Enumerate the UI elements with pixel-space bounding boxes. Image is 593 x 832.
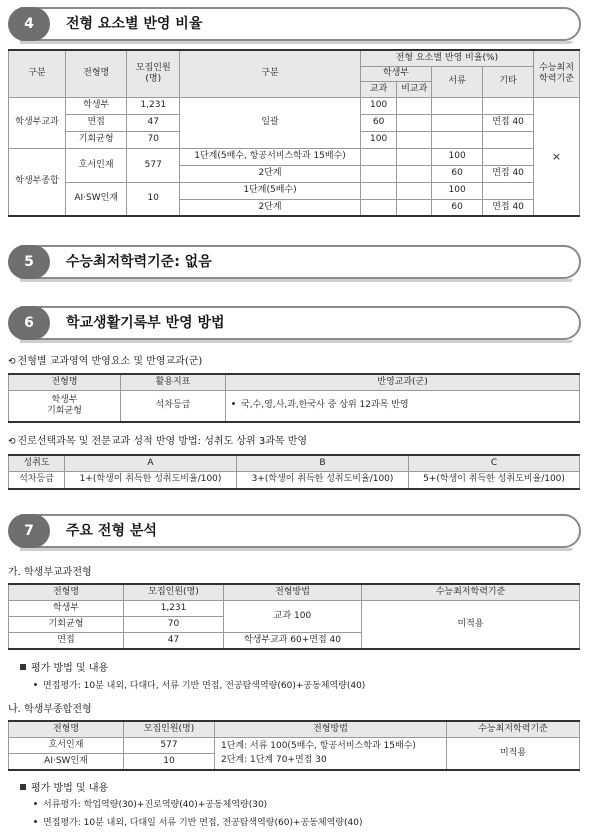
cell-gita [483,131,534,148]
cell-subjects: 국,수,영,사,과,한국사 중 상위 12과목 반영 [226,390,580,422]
header-haksaeng: 학생부 [360,66,431,81]
header-subjects: 반영교과(군) [226,374,580,390]
cell-c: 5+(학생이 취득한 성취도비율/100) [409,471,580,489]
cell-method: 일괄 [180,97,360,148]
cell-name: AI·SW인재 [66,182,127,216]
header-c: C [409,455,580,471]
header-method: 전형방법 [224,584,362,600]
subsection-a-title: 가. 학생부교과전형 [8,567,92,578]
cell-bigyogwa [397,131,432,148]
subheading-1: ⟲ 전형별 교과영역 반영요소 및 반영교과(군) [8,356,203,367]
cell-count: 10 [124,753,215,770]
cell-method: 교과 100 [224,600,362,632]
header-index: 활용지표 [121,374,226,390]
eval-item: 면접평가: 10분 내외, 다대일 서류 기반 면접, 전공탐색역량(60)+공동체역량(40) [26,815,362,828]
cell-name: 학생부 [9,600,124,616]
cell-suneung: 미적용 [447,737,580,770]
section-title: 전형 요소별 반영 비율 [66,16,203,32]
cell-count: 577 [124,737,215,753]
square-bullet-icon [20,784,26,790]
section-4-header [8,7,581,41]
cell-gita: 면접 40 [483,165,534,182]
cell-name: 호서인재 [66,148,127,182]
cell-count: 10 [127,182,180,216]
dot-bullet-icon [34,802,37,805]
table-row [9,148,580,165]
header-seoryu: 서류 [432,66,483,97]
cell-stage: 2단계 [180,199,360,216]
table-row [9,600,580,616]
table-row [9,182,580,199]
section-number: 5 [8,245,50,279]
rotate-arrow-icon: ⟲ [8,357,16,367]
header-method: 전형방법 [215,721,447,737]
cell-name: 기회균형 [66,131,127,148]
dot-bullet-icon [34,683,37,686]
cell-gyogwa [360,182,397,199]
header-count: 모집인원(명) [124,721,215,737]
cell-a: 1+(학생이 취득한 성취도비율/100) [65,471,237,489]
cell-count: 47 [124,632,224,649]
cell-count: 70 [127,131,180,148]
header-name: 전형명 [9,584,124,600]
cell-stage: 2단계 [180,165,360,182]
header-suneung: 수능최저 학력기준 [534,50,580,97]
section-number: 4 [8,7,50,41]
header-count: 모집인원 (명) [127,50,180,97]
table-row [9,97,580,114]
rotate-arrow-icon: ⟲ [8,437,16,447]
cell-gita: 면접 40 [483,199,534,216]
cell-method: 학생부교과 60+면접 40 [224,632,362,649]
cell-count: 70 [124,616,224,632]
jonghap-table [8,720,580,771]
group-label: 학생부종합 [9,148,66,216]
cell-name: 기회균형 [9,616,124,632]
section-number: 6 [8,306,50,340]
cell-label: 석차등급 [9,471,65,489]
header-suneung: 수능최저학력기준 [362,584,580,600]
section-title: 수능최저학력기준: 없음 [66,254,212,270]
cell-seoryu [432,131,483,148]
cell-b: 3+(학생이 취득한 성취도비율/100) [237,471,409,489]
achievement-table [8,454,580,490]
cell-name: 호서인재 [9,737,124,753]
cell-bigyogwa [397,114,432,131]
header-name: 전형명 [66,50,127,97]
cell-suneung: × [534,97,580,216]
cell-name: 면접 [9,632,124,649]
section-7-header [8,514,581,548]
cell-count: 577 [127,148,180,182]
cell-gita [483,148,534,165]
group-label: 학생부교과 [9,97,66,148]
cell-suneung: 미적용 [362,600,580,649]
ratio-table [8,49,580,217]
header-gita: 기타 [483,66,534,97]
header-gubun: 구분 [9,50,66,97]
cell-count: 47 [127,114,180,131]
gyogwa-table [8,583,580,650]
cell-seoryu: 60 [432,199,483,216]
cell-gyogwa: 60 [360,114,397,131]
header-suneung: 수능최저학력기준 [447,721,580,737]
cell-bigyogwa [397,199,432,216]
cell-gyogwa: 100 [360,131,397,148]
cell-seoryu: 100 [432,182,483,199]
cell-stage: 1단계(5배수, 항공서비스학과 15배수) [180,148,360,165]
cell-count: 1,231 [127,97,180,114]
cell-count: 1,231 [124,600,224,616]
table-row [9,737,580,753]
cell-gita [483,97,534,114]
section-title: 학교생활기록부 반영 방법 [66,315,225,331]
square-bullet-icon [20,664,26,670]
cell-gita [483,182,534,199]
cell-gyogwa [360,165,397,182]
cell-seoryu: 100 [432,148,483,165]
header-name: 전형명 [9,374,121,390]
dot-bullet-icon [34,820,37,823]
header-count: 모집인원(명) [124,584,224,600]
cell-name: 학생부 기회균형 [9,390,121,422]
table-row [9,390,580,422]
cell-bigyogwa [397,148,432,165]
cell-name: 학생부 [66,97,127,114]
header-gubun2: 구분 [180,50,360,97]
cell-gyogwa: 100 [360,97,397,114]
header-b: B [237,455,409,471]
eval-heading-a: 평가 방법 및 내용 [20,659,108,674]
header-achievement: 성취도 [9,455,65,471]
cell-gyogwa [360,199,397,216]
table-row [9,471,580,489]
cell-bigyogwa [397,97,432,114]
cell-seoryu [432,114,483,131]
cell-seoryu: 60 [432,165,483,182]
header-name: 전형명 [9,721,124,737]
section-number: 7 [8,514,50,548]
subsection-b-title: 나. 학생부종합전형 [8,704,92,715]
cell-name: AI·SW인재 [9,753,124,770]
section-6-header [8,306,581,340]
cell-name: 면접 [66,114,127,131]
cell-gyogwa [360,148,397,165]
header-bigyogwa: 비교과 [397,81,432,97]
cell-bigyogwa [397,182,432,199]
cell-stage: 1단계(5배수) [180,182,360,199]
eval-heading-b: 평가 방법 및 내용 [20,779,108,794]
eval-item: 면접평가: 10분 내외, 다대다, 서류 기반 면접, 전공탐색역량(60)+공동체역량(40) [26,678,365,691]
section-title: 주요 전형 분석 [66,523,157,539]
eval-item: 서류평가: 학업역량(30)+진로역량(40)+공동체역량(30) [26,797,267,810]
cell-gita: 면접 40 [483,114,534,131]
cell-method: 1단계: 서류 100(5배수, 항공서비스학과 15배수) 2단계: 1단계 70+면접 30 [215,737,447,770]
cell-bigyogwa [397,165,432,182]
cell-index: 석차등급 [121,390,226,422]
cell-seoryu [432,97,483,114]
header-gyogwa: 교과 [360,81,397,97]
subject-table [8,373,580,423]
subheading-2: ⟲ 진로선택과목 및 전문교과 성적 반영 방법: 성취도 상위 3과목 반영 [8,436,308,447]
section-5-header [8,245,581,279]
header-ratio: 전형 요소별 반영 비율(%) [360,50,533,66]
header-a: A [65,455,237,471]
